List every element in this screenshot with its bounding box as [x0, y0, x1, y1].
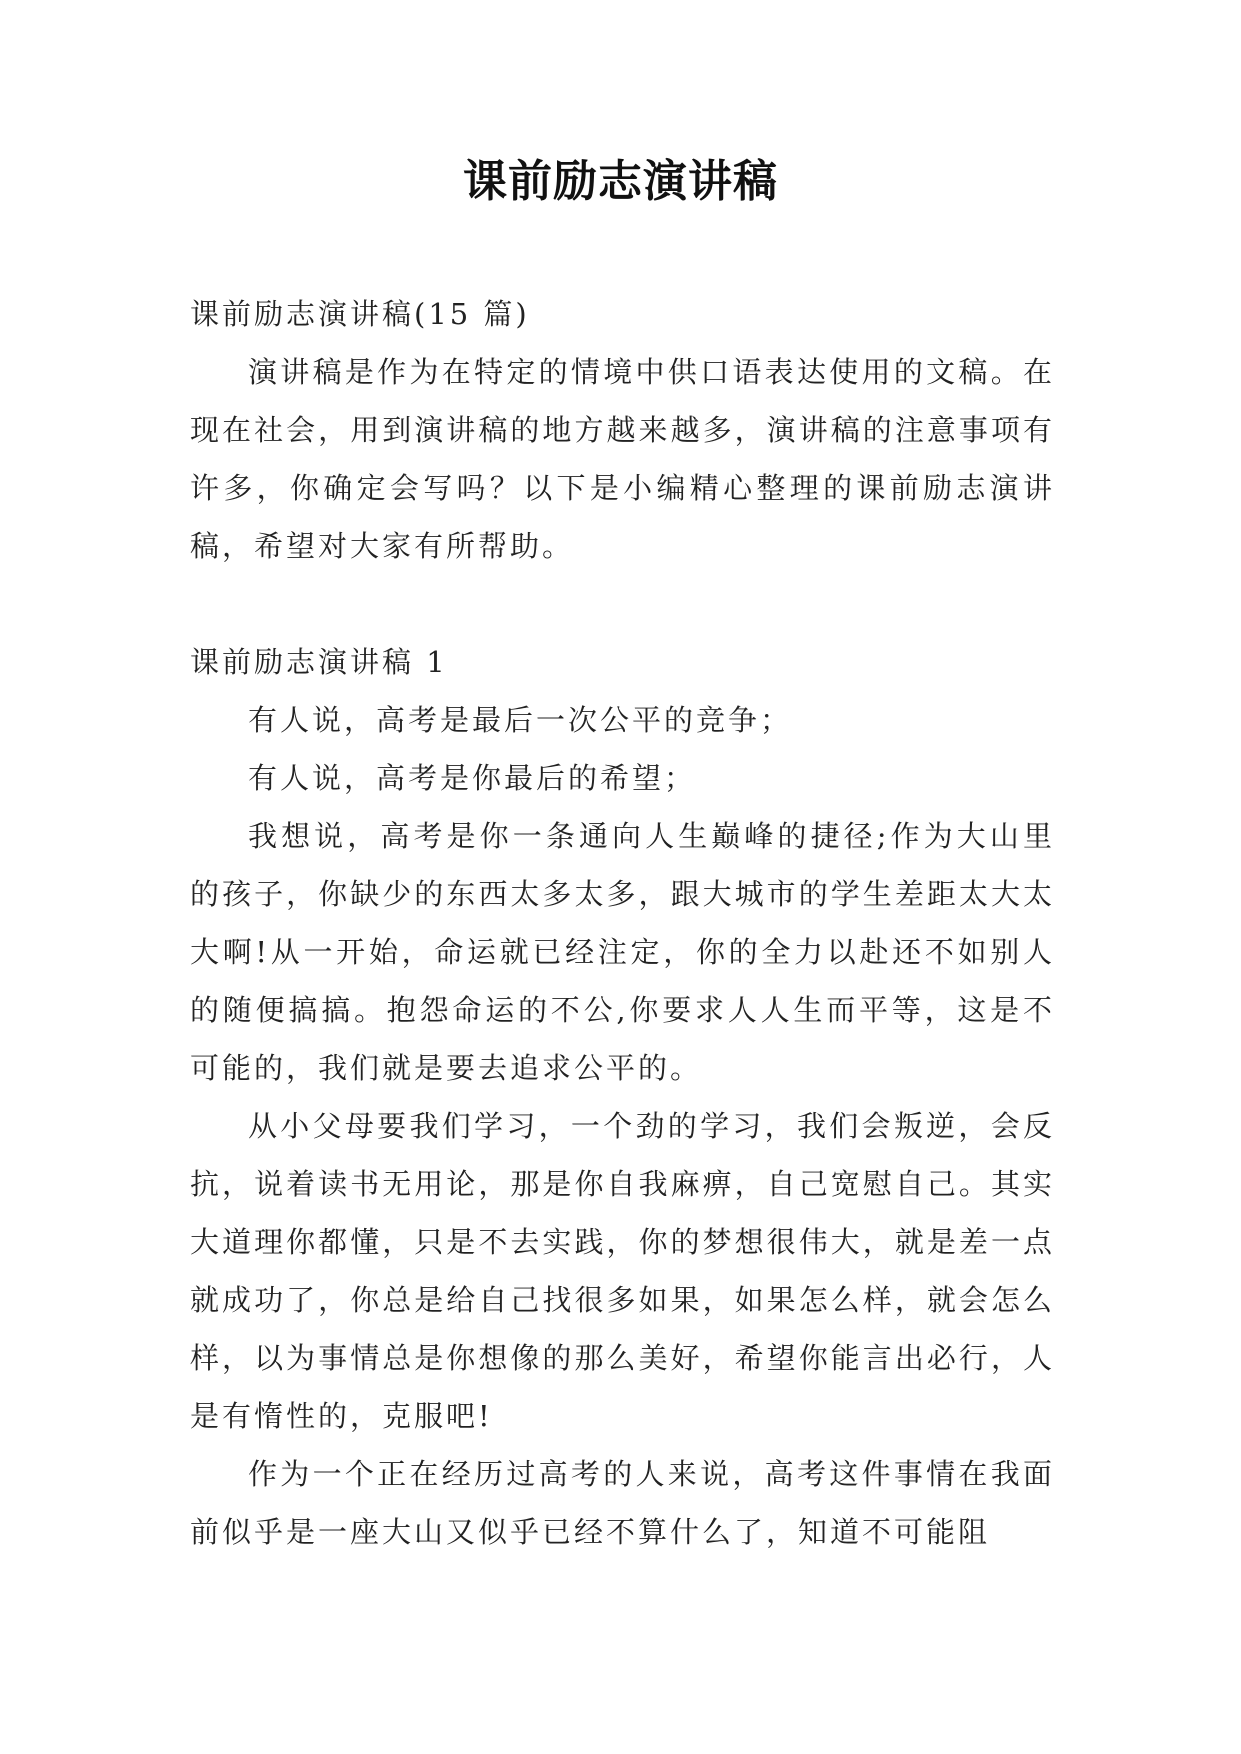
intro-paragraph: 演讲稿是作为在特定的情境中供口语表达使用的文稿。在现在社会，用到演讲稿的地方越来越多，演讲稿的注意事项有许多，你确定会写吗？以下是小编精心整理的课前励志演讲稿，希望对大家有所帮助。: [190, 355, 1055, 563]
section-heading: 课前励志演讲稿 1: [190, 645, 448, 679]
body-paragraph: 我想说，高考是你一条通向人生巅峰的捷径;作为大山里的孩子，你缺少的东西太多太多，跟大城市的学生差距太大太大啊!从一开始，命运就已经注定，你的全力以赴还不如别人的随便搞搞。抱怨命运的不公,你要求人人生而平等，这是不可能的，我们就是要去追求公平的。: [190, 819, 1055, 1085]
body-paragraph: 从小父母要我们学习，一个劲的学习，我们会叛逆，会反抗，说着读书无用论，那是你自我麻痹，自己宽慰自己。其实大道理你都懂，只是不去实践，你的梦想很伟大，就是差一点就成功了，你总是给自己找很多如果，如果怎么样，就会怎么样，以为事情总是你想像的那么美好，希望你能言出必行，人是有惰性的，克服吧!: [190, 1109, 1055, 1433]
document-title: 课前励志演讲稿: [463, 156, 778, 207]
body-paragraph: 有人说，高考是你最后的希望；: [248, 761, 697, 795]
document-body: [190, 285, 1055, 1561]
section-spacer: [190, 575, 1055, 633]
body-paragraph: 作为一个正在经历过高考的人来说，高考这件事情在我面前似乎是一座大山又似乎已经不算什么了，知道不可能阻: [190, 1457, 1055, 1549]
document-subtitle: 课前励志演讲稿(15 篇): [190, 297, 530, 331]
body-paragraph: 有人说，高考是最后一次公平的竞争；: [248, 703, 793, 737]
